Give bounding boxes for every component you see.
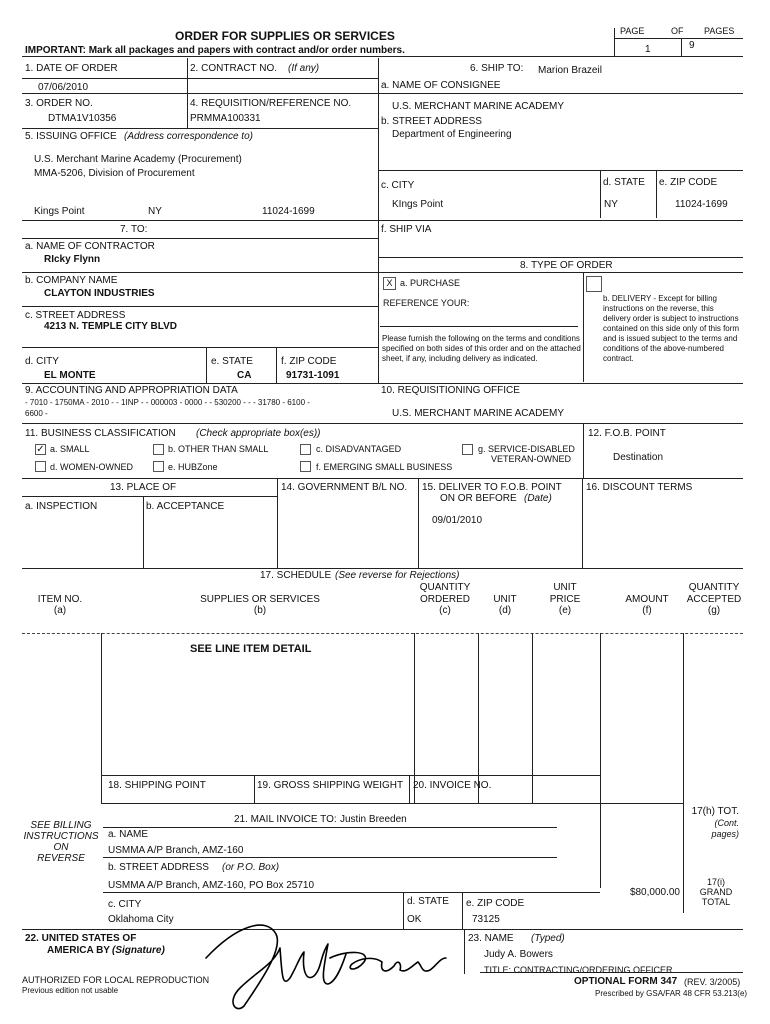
- col-price-1: UNIT: [553, 582, 577, 593]
- reproduction-note: AUTHORIZED FOR LOCAL REPRODUCTION: [22, 975, 210, 985]
- requisition-value[interactable]: PRMMA100331: [190, 113, 261, 124]
- col-supplies-1: SUPPLIES OR SERVICES: [200, 594, 320, 605]
- previous-edition-note: Previous edition not usable: [22, 986, 119, 995]
- ship-state-value[interactable]: NY: [604, 199, 618, 210]
- contractor-street-value[interactable]: 4213 N. TEMPLE CITY BLVD: [44, 321, 177, 332]
- ship-street-value[interactable]: Department of Engineering: [392, 129, 512, 140]
- invoice-zip-value[interactable]: 73125: [472, 914, 500, 925]
- invoice-zip-label: e. ZIP CODE: [466, 898, 525, 909]
- issuing-office-line2[interactable]: MMA-5206, Division of Procurement: [34, 168, 195, 179]
- small-checkbox[interactable]: ✓: [36, 444, 45, 455]
- inspection-label: a. INSPECTION: [25, 501, 98, 512]
- total-h-2: (Cont.: [714, 818, 739, 828]
- col-supplies-2: (b): [253, 605, 267, 616]
- ship-to-value[interactable]: Marion Brazeil: [538, 65, 602, 76]
- invoice-street-hint: (or P.O. Box): [222, 862, 280, 873]
- usa-label-1: 22. UNITED STATES OF: [25, 933, 137, 944]
- page-label: PAGE: [620, 26, 645, 36]
- form-revision: (REV. 3/2005): [684, 977, 741, 987]
- col-amount-2: (f): [642, 605, 652, 616]
- prescribed-by: Prescribed by GSA/FAR 48 CFR 53.213(e): [595, 989, 748, 998]
- billing-note-4: REVERSE: [37, 853, 85, 864]
- women-owned-checkbox[interactable]: [35, 461, 46, 472]
- contractor-label: a. NAME OF CONTRACTOR: [25, 241, 155, 252]
- hubzone-checkbox[interactable]: [153, 461, 164, 472]
- contractor-state-value[interactable]: CA: [237, 370, 252, 381]
- usa-label-2: AMERICA BY: [47, 945, 110, 956]
- ship-city-label: c. CITY: [381, 180, 415, 191]
- deliver-hint: (Date): [524, 493, 552, 504]
- billing-note-3: ON: [53, 842, 69, 853]
- delivery-checkbox[interactable]: [586, 276, 602, 292]
- col-amount-1: AMOUNT: [625, 594, 669, 605]
- disadvantaged-checkbox[interactable]: [300, 444, 311, 455]
- ship-to-label: 6. SHIP TO:: [470, 63, 524, 74]
- type-of-order-label: 8. TYPE OF ORDER: [520, 260, 613, 271]
- invoice-name-value[interactable]: USMMA A/P Branch, AMZ-160: [108, 845, 244, 856]
- col-accepted-3: (g): [707, 605, 721, 616]
- deliver-value[interactable]: 09/01/2010: [432, 515, 483, 526]
- reference-label: REFERENCE YOUR:: [383, 298, 470, 308]
- women-owned-label: d. WOMEN-OWNED: [50, 462, 133, 472]
- req-office-label: 10. REQUISITIONING OFFICE: [381, 385, 520, 396]
- important-note: IMPORTANT: Mark all packages and papers with contract and/or order numbers.: [25, 45, 405, 56]
- contract-no-label: 2. CONTRACT NO.: [190, 63, 278, 74]
- business-hint: (Check appropriate box(es)): [196, 428, 321, 439]
- emerging-checkbox[interactable]: [300, 461, 311, 472]
- name-typed-hint: (Typed): [531, 933, 565, 944]
- contractor-city-value[interactable]: EL MONTE: [44, 370, 96, 381]
- accounting-line2[interactable]: 6600 -: [25, 409, 48, 418]
- emerging-label: f. EMERGING SMALL BUSINESS: [316, 462, 453, 472]
- discount-label: 16. DISCOUNT TERMS: [586, 482, 693, 493]
- contractor-street-label: c. STREET ADDRESS: [25, 310, 126, 321]
- fob-label: 12. F.O.B. POINT: [588, 428, 666, 439]
- business-label: 11. BUSINESS CLASSIFICATION: [25, 428, 176, 439]
- acceptance-label: b. ACCEPTANCE: [146, 501, 225, 512]
- col-unit-1: UNIT: [493, 594, 517, 605]
- place-of-label: 13. PLACE OF: [110, 482, 177, 493]
- col-price-3: (e): [558, 605, 572, 616]
- gross-weight-label: 19. GROSS SHIPPING WEIGHT: [257, 780, 404, 791]
- total-h-1: 17(h) TOT.: [691, 806, 739, 817]
- invoice-street-label: b. STREET ADDRESS: [108, 862, 209, 873]
- sdvo-label-1: g. SERVICE-DISABLED: [478, 444, 575, 454]
- order-no-value[interactable]: DTMA1V10356: [48, 113, 117, 124]
- ship-via-label: f. SHIP VIA: [381, 224, 432, 235]
- sdvo-label-2: VETERAN-OWNED: [491, 454, 572, 464]
- usa-hint: (Signature): [112, 945, 165, 956]
- schedule-label: 17. SCHEDULE: [260, 570, 332, 581]
- schedule-hint: (See reverse for Rejections): [335, 570, 460, 581]
- grand-total-3: TOTAL: [701, 897, 731, 907]
- col-qty-2: ORDERED: [419, 594, 470, 605]
- invoice-name-label: a. NAME: [108, 829, 149, 840]
- sdvo-checkbox[interactable]: [462, 444, 473, 455]
- ship-city-value[interactable]: KIngs Point: [392, 199, 444, 210]
- mail-invoice-label: 21. MAIL INVOICE TO:: [234, 814, 337, 825]
- col-accepted-1: QUANTITY: [688, 582, 740, 593]
- date-of-order-label: 1. DATE OF ORDER: [25, 63, 118, 74]
- consignee-label: a. NAME OF CONSIGNEE: [381, 80, 501, 91]
- form-title: ORDER FOR SUPPLIES OR SERVICES: [175, 29, 395, 43]
- pages-label: PAGES: [704, 26, 735, 36]
- fob-value[interactable]: Destination: [613, 452, 664, 463]
- invoice-city-value[interactable]: Oklahoma City: [108, 914, 174, 925]
- line-item-detail: SEE LINE ITEM DETAIL: [190, 643, 312, 655]
- invoice-city-label: c. CITY: [108, 899, 142, 910]
- pages-total: 9: [689, 40, 695, 51]
- purchase-label: a. PURCHASE: [400, 278, 461, 288]
- consignee-value[interactable]: U.S. MERCHANT MARINE ACADEMY: [392, 101, 565, 112]
- grand-total-amount[interactable]: $80,000.00: [629, 887, 680, 898]
- date-of-order-value[interactable]: 07/06/2010: [38, 82, 89, 93]
- name-typed-title: TITLE: CONTRACTING/ORDERING OFFICER: [484, 965, 673, 975]
- purchase-checkbox[interactable]: X: [383, 277, 396, 290]
- grand-total-1: 17(i): [706, 877, 725, 887]
- contractor-city-label: d. CITY: [25, 356, 59, 367]
- grand-total-2: GRAND: [699, 887, 733, 897]
- hubzone-label: e. HUBZone: [168, 462, 218, 472]
- contract-no-hint: (If any): [288, 63, 320, 74]
- deliver-label-1: 15. DELIVER TO F.O.B. POINT: [422, 482, 562, 493]
- invoice-no-label: 20. INVOICE NO.: [413, 780, 492, 791]
- other-than-small-checkbox[interactable]: [153, 444, 164, 455]
- furnish-text: Please furnish the following on the terms and conditions specified on both sides of this order and on the attached sheet, if any, including delivery as indicated.: [382, 334, 581, 363]
- ship-zip-label: e. ZIP CODE: [659, 177, 718, 188]
- invoice-state-value[interactable]: OK: [407, 914, 422, 925]
- gov-bl-label: 14. GOVERNMENT B/L NO.: [281, 482, 408, 493]
- billing-note-2: INSTRUCTIONS: [23, 831, 99, 842]
- contractor-value[interactable]: RIcky Flynn: [44, 254, 101, 265]
- contractor-state-label: e. STATE: [211, 356, 253, 367]
- form-name: OPTIONAL FORM 347: [574, 976, 678, 987]
- issuing-office-label: 5. ISSUING OFFICE: [25, 131, 117, 142]
- req-office-value[interactable]: U.S. MERCHANT MARINE ACADEMY: [392, 408, 565, 419]
- issuing-office-city[interactable]: Kings Point: [34, 206, 85, 217]
- deliver-label-2: ON OR BEFORE: [440, 493, 517, 504]
- col-qty-1: QUANTITY: [419, 582, 471, 593]
- ship-zip-value[interactable]: 11024-1699: [675, 199, 728, 210]
- disadvantaged-label: c. DISADVANTAGED: [316, 444, 402, 454]
- other-than-small-label: b. OTHER THAN SMALL: [168, 444, 269, 454]
- issuing-office-state[interactable]: NY: [148, 206, 162, 217]
- shipping-point-label: 18. SHIPPING POINT: [108, 780, 206, 791]
- col-accepted-2: ACCEPTED: [686, 594, 742, 605]
- billing-note-1: SEE BILLING: [30, 820, 92, 831]
- company-label: b. COMPANY NAME: [25, 275, 118, 286]
- col-item-2: (a): [53, 605, 67, 616]
- ship-state-label: d. STATE: [603, 177, 645, 188]
- invoice-state-label: d. STATE: [407, 896, 449, 907]
- order-no-label: 3. ORDER NO.: [25, 98, 93, 109]
- col-unit-2: (d): [498, 605, 512, 616]
- small-label: a. SMALL: [50, 444, 90, 454]
- col-price-2: PRICE: [549, 594, 581, 605]
- of-label: OF: [671, 26, 684, 36]
- name-typed-label: 23. NAME: [468, 933, 514, 944]
- mail-invoice-to[interactable]: Justin Breeden: [340, 814, 407, 825]
- accounting-line1[interactable]: - 7010 - 1750MA - 2010 - - 1INP - - 000003 - 0000 - - 530200 - - - 31780 - 6100 -: [25, 398, 310, 407]
- ship-street-label: b. STREET ADDRESS: [381, 116, 482, 127]
- total-h-3: pages): [711, 829, 739, 839]
- contractor-zip-label: f. ZIP CODE: [281, 356, 337, 367]
- to-label: 7. TO:: [120, 224, 148, 235]
- signature-graphic: [196, 918, 452, 1014]
- contractor-zip-value[interactable]: 91731-1091: [286, 370, 340, 381]
- accounting-label: 9. ACCOUNTING AND APPROPRIATION DATA: [25, 385, 238, 396]
- invoice-street-value[interactable]: USMMA A/P Branch, AMZ-160, PO Box 25710: [108, 880, 315, 891]
- col-item-1: ITEM NO.: [37, 594, 83, 605]
- requisition-label: 4. REQUISITION/REFERENCE NO.: [190, 98, 352, 109]
- issuing-office-line1[interactable]: U.S. Merchant Marine Academy (Procurement): [34, 154, 242, 165]
- issuing-office-zip[interactable]: 11024-1699: [262, 206, 315, 217]
- company-value[interactable]: CLAYTON INDUSTRIES: [44, 288, 155, 299]
- name-typed-value[interactable]: Judy A. Bowers: [484, 949, 553, 960]
- issuing-office-hint: (Address correspondence to): [124, 131, 253, 142]
- delivery-text: b. DELIVERY - Except for billing instructions on the reverse, this delivery order is subject to instructions contained on this side only of this form and is issued subject to the terms and conditions of the above-numbered contract.: [603, 294, 740, 363]
- col-qty-3: (c): [439, 605, 451, 616]
- page-number: 1: [645, 44, 651, 55]
